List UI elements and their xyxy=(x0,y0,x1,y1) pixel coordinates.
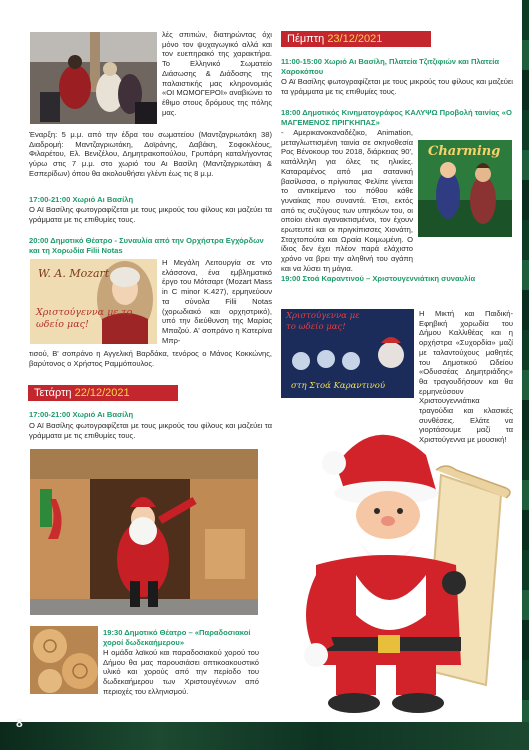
concert-greeting: Χριστούγεννα με το ωδείο μας! xyxy=(286,311,360,332)
thu-event-title-movie: 18:00 Δημοτικός Κινηματογράφος ΚΑΛΥΨΩ Προβολή ταινίας «Ο ΜΑΓΕΜΕΝΟΣ ΠΡΙΓΚΗΠΑΣ» xyxy=(281,108,512,127)
charming-movie-poster xyxy=(418,140,512,237)
mozart-poster xyxy=(30,259,157,344)
page-number: 8 xyxy=(16,716,23,730)
footer-pine-decoration xyxy=(0,722,529,750)
thu-event-title-santa-village: 11:00-15:00 Χωριό Αι Βασίλη, Πλατεία Τζιτζιφιών και Πλατεία Χαροκόπου xyxy=(281,57,499,76)
thu-event-text-movie: - Αμερικανοκαναδέζικο, Animation, μεταγλωττισμένη ταινία σε σκηνοθεσία Ρος Βένοκουρ του 2018, διάρκειας 90', κατάλληλη για όλες τις ηλικίες. Καταραμένος από μια σατανική βασίλισσα, ο πρίγκιπας Φελίπε γίνεται το αντικείμενο του πόθου κάθε γυναίκας που συναντά. Έτσι, εκτός από τις συζύγους των υπηκόων του, οι οποίοι είναι αγανακτισμένοι, τον έχουν ερωτευτεί και οι πριγκίπισσες Χιονάτη, Σταχτοπούτα και Ωραία Κοιμωμένη. Ο ίδιος δεν έχει πλέον παρά ελάχιστο χρόνο να βρει την αληθινή του αγάπη και να λύσει τη μάγια. xyxy=(281,128,413,273)
momogeroi-photo xyxy=(30,32,157,124)
thursday-day: Πέμπτη xyxy=(287,33,325,45)
left-event-text-santa-village: Ο Αϊ Βασίλης φωτογραφίζεται με τους μικρούς του φίλους και μαζεύει τα γράμματα με τις επιθυμίες τους. xyxy=(29,205,272,224)
momogeroi-route-text: Έναρξη: 5 μ.μ. από την έδρα του σωματείου (Μαντζαγριωτάκη 38) Διαδρομή: Μαντζαγριωτάκη, Δοϊράνης, Δαβάκη, Σοφοκλέους, Φιλαρέτου, Ελ. Βενιζέλου, Δημητρακοπούλου, Γρυπάρη καταλήγοντας γύρω στις 7 μ.μ. στο χωριό του Αι Βασίλη (Μαντζαγριωτάκη & Εσπερίδων) όπου θα ακολουθήσει γλέντι έως τις 8 μ.μ. xyxy=(29,130,272,178)
concert-event-text: Η Μεγάλη Λειτουργία σε ντο ελάσσονα, ένα εμβληματικό έργο του Μότσαρτ (Mozart Mass in C minor K.427), ερμηνεύουν τα σύνολα Filii Notas (χορωδιακό και ορχηστρικό), υπό την διεύθυνση της Μαρίας Μπαζού. Α' σοπράνο η Κατερίνα Μπρ- xyxy=(162,258,272,345)
concert-poster xyxy=(281,309,414,398)
wed-event-title-dances: 19:30 Δημοτικό Θέατρο – «Παραδοσιακοί χοροί δωδεκαήμερου» xyxy=(103,628,251,647)
santa-illustration xyxy=(276,415,520,715)
concert-place: στη Στοά Καραντινού xyxy=(291,381,386,391)
wed-event-title-santa-village: 17:00-21:00 Χωριό Αι Βασίλη xyxy=(29,410,134,419)
thursday-date: 23/12/2021 xyxy=(327,33,383,45)
thursday-header xyxy=(281,31,431,47)
wed-event-text-santa-village: Ο Αϊ Βασίλης φωτογραφίζεται με τους μικρούς του φίλους και μαζεύει τα γράμματα με τις επιθυμίες τους. xyxy=(29,421,272,440)
mozart-greeting: Χριστούγεννα με το ωδείο μας! xyxy=(36,307,133,330)
concert-event-text-cont: τισού, Β' σοπράνο η Αγγελική Βαρδάκα, τενόρος ο Μάνος Κοκκώνης, βαρύτονος ο Χρήστος Ραμμόπουλος. xyxy=(29,349,272,368)
wednesday-date: 22/12/2021 xyxy=(74,387,130,399)
santa-village-photo xyxy=(30,449,258,615)
thu-event-text-concert: Η Μικτή και Παιδική-Εφηβική χορωδία του Δήμου Καλλιθέας και η ορχήστρα «Συχορδία» μαζί με ταλαντούχους μαθητές του Δημοτικού Ωδείου «Οδυσσέας Δημητριάδης» θα τραγουδήσουν και θα ερμηνεύσουν Χριστουγεννιάτικα τραγούδια και κλασικές συνθέσεις. Ελάτε να γιορτάσουμε μαζί τα Χριστούγεννα με μουσική! xyxy=(419,309,513,445)
wednesday-header xyxy=(28,385,178,401)
charming-logo: Charming xyxy=(428,144,501,159)
wednesday-day: Τετάρτη xyxy=(34,387,72,399)
momogeroi-intro-text: λές σπιτιών, διατηρώντας όχι μόνο τον ψυχαγωγικό αλλά και τον ευεπηρακό της χαρακτήρα. Το Ελληνικό Σωματείο Διάσωσης & Διάδοσης της παλαιστικής μας κληρονομιάς «ΟΙ ΜΩΜΟΓΕΡΟΙ» αναβιώνει το έθιμο στους δρόμους της πόλης μας. xyxy=(162,30,272,117)
thu-event-text-santa-village: Ο Αϊ Βασίλης φωτογραφίζεται με τους μικρούς του φίλους και μαζεύει τα γράμματα με τις επιθυμίες τους. xyxy=(281,77,513,96)
thu-event-title-concert: 19:00 Στοά Καραντινού – Χριστουγεννιάτικη συναυλία xyxy=(281,274,476,283)
concert-event-title: 20:00 Δημοτικό Θέατρο - Συναυλία από την Ορχήστρα Εγχόρδων και τη Χορωδία Filii Notas xyxy=(29,236,264,255)
wed-event-text-dances: Η ομάδα λαϊκού και παραδοσιακού χορού του Δήμου θα μας παρουσιάσει οπτικοακουστικό υλικό και χορούς από την περίοδο του δωδεκαήμερου των Χριστουγέννων από περιοχές του ελληνισμού. xyxy=(103,648,259,696)
pine-border-decoration xyxy=(522,0,529,750)
left-event-title-santa-village: 17:00-21:00 Χωριό Αι Βασίλη xyxy=(29,195,134,204)
traditional-cookies-photo xyxy=(30,626,98,694)
mozart-signature: W. A. Mozart xyxy=(38,267,110,280)
